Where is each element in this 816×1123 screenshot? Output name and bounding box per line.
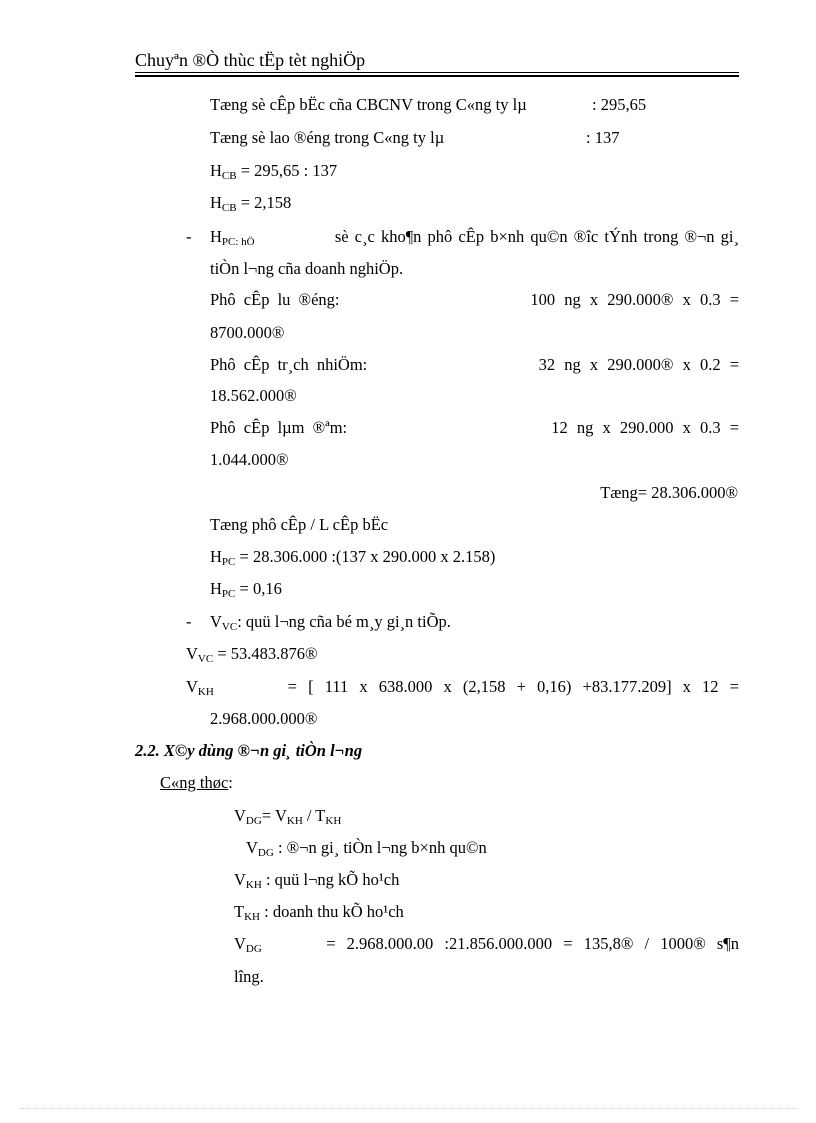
vdg-definition (246, 838, 487, 858)
hcb-equation-2 (210, 193, 291, 213)
hpc-desc-1: sè c¸c kho¶n phô cÊp b×nh qu©n ®îc tÝnh trong ®¬n gi¸ (334, 227, 739, 246)
hcb-subscript: CB (221, 202, 237, 214)
formula-label-line (160, 773, 233, 793)
tkh-subscript: KH (244, 911, 260, 923)
allowance-responsibility-formula: 32 ng x 290.000® x 0.2 = (538, 355, 739, 374)
vdg-formula (234, 806, 341, 826)
tkh-subscript: KH (325, 815, 342, 827)
hcb-equation-1 (210, 161, 337, 181)
hpc-description-line-1 (210, 227, 739, 247)
hcb-symbol: H (210, 161, 222, 180)
total-grade-value: : 295,65 (592, 95, 647, 114)
v-symbol: V (234, 934, 246, 953)
vkh-subscript: KH (286, 815, 303, 827)
allowance-total: Tæng= 28.306.000® (600, 483, 738, 502)
bullet-vvc: - (186, 612, 192, 631)
vdg-subscript: DG (245, 943, 262, 955)
tkh-desc: : doanh thu kÕ ho¹ch (264, 902, 404, 921)
hcb-eq1-text: = 295,65 : 137 (240, 161, 338, 180)
allowance-night-formula: 12 ng x 290.000 x 0.3 = (551, 418, 739, 437)
total-grade-label: Tæng sè cÊp bËc cña CBCNV trong C«ng ty lµ (210, 95, 527, 114)
formula-label: C«ng thøc (160, 773, 229, 792)
allowance-mobile-result: 8700.000® (210, 323, 285, 342)
header-rule-thin (135, 72, 739, 73)
vvc-description (210, 612, 451, 632)
hpc-symbol: H (210, 227, 222, 246)
total-labor-label: Tæng sè lao ®éng trong C«ng ty lµ (210, 128, 445, 147)
allowance-night-row (210, 418, 739, 438)
vdg-subscript: DG (245, 815, 262, 827)
bullet-hpc: - (186, 227, 192, 246)
vkh-subscript: KH (197, 686, 214, 698)
vdg-desc: : ®¬n gi¸ tiÒn l¬ng b×nh qu©n (277, 838, 487, 857)
v-symbol: V (246, 838, 258, 857)
hpc-eq1-text: = 28.306.000 :(137 x 290.000 x 2.158) (239, 547, 496, 566)
allowance-responsibility-result: 18.562.000® (210, 386, 297, 405)
v-symbol: V (186, 677, 198, 696)
section-heading: 2.2. X©y dùng ®¬n gi¸ tiÒn l¬ng (135, 741, 363, 760)
hpc-description-line-2: tiÒn l¬ng cña doanh nghiÖp. (210, 259, 404, 278)
hpc-eq2-text: = 0,16 (239, 579, 282, 598)
allowance-ratio-label: Tæng phô cÊp / L cÊp bËc (210, 515, 389, 534)
hpc-subscript: PC (221, 556, 236, 568)
t-symbol: T (234, 902, 245, 921)
header-rule-thick (135, 75, 739, 77)
allowance-responsibility-label: Phô cÊp tr¸ch nhiÖm: (210, 355, 368, 374)
vkh-eq-text: = [ 111 x 638.000 x (2,158 + 0,16) +83.177.209] x 12 = (287, 677, 739, 696)
formula-eq: = V (261, 806, 287, 825)
formula-div: / T (306, 806, 326, 825)
vdg-subscript: DG (257, 847, 274, 859)
v-symbol: V (210, 612, 222, 631)
v-symbol: V (234, 806, 246, 825)
allowance-mobile-formula: 100 ng x 290.000® x 0.3 = (530, 290, 739, 309)
vvc-desc-text: : quü l¬ng cña bé m¸y gi¸n tiÕp. (237, 612, 451, 631)
vkh-desc: : quü l¬ng kÕ ho¹ch (265, 870, 400, 889)
vdg-calculation-cont: lîng. (234, 967, 264, 986)
vkh-definition (234, 870, 399, 890)
v-symbol: V (186, 644, 198, 663)
allowance-mobile-label: Phô cÊp lu ®éng: (210, 290, 340, 309)
hcb-subscript: CB (221, 170, 237, 182)
hcb-symbol: H (210, 193, 222, 212)
vvc-eq-text: = 53.483.876® (217, 644, 318, 663)
total-labor-value: : 137 (586, 128, 620, 147)
vdg-calc-text: = 2.968.000.00 :21.856.000.000 = 135,8® / 1000® s¶n (326, 934, 739, 953)
allowance-night-result: 1.044.000® (210, 450, 289, 469)
vdg-calculation (234, 934, 739, 954)
page-bottom-dotted-rule (20, 1108, 796, 1109)
hpc-hs-subscript: PC: hÖ (221, 236, 255, 248)
hpc-symbol: H (210, 579, 222, 598)
allowance-night-label: Phô cÊp lµm ®ªm: (210, 418, 348, 437)
tkh-definition (234, 902, 404, 922)
vdg-calc-symbol (234, 934, 262, 954)
vkh-result: 2.968.000.000® (210, 709, 318, 728)
page-header-title: Chuyªn ®Ò thùc tËp tèt nghiÖp (135, 50, 366, 70)
total-grade-line (210, 95, 527, 115)
vkh-equation (186, 677, 739, 697)
allowance-mobile-row (210, 290, 739, 310)
vvc-equation (186, 644, 318, 664)
hcb-eq2-text: = 2,158 (240, 193, 292, 212)
hpc-equation-1 (210, 547, 495, 567)
hpc-equation-2 (210, 579, 282, 599)
allowance-responsibility-row (210, 355, 739, 375)
vvc-subscript: VC (221, 621, 238, 633)
hpc-subscript: PC (221, 588, 236, 600)
hpc-symbol: H (210, 547, 222, 566)
vkh-symbol-group (186, 677, 214, 697)
vvc-subscript: VC (197, 653, 214, 665)
vkh-subscript: KH (245, 879, 262, 891)
v-symbol: V (234, 870, 246, 889)
hpc-symbol-group (210, 227, 255, 247)
formula-colon: : (228, 773, 233, 792)
